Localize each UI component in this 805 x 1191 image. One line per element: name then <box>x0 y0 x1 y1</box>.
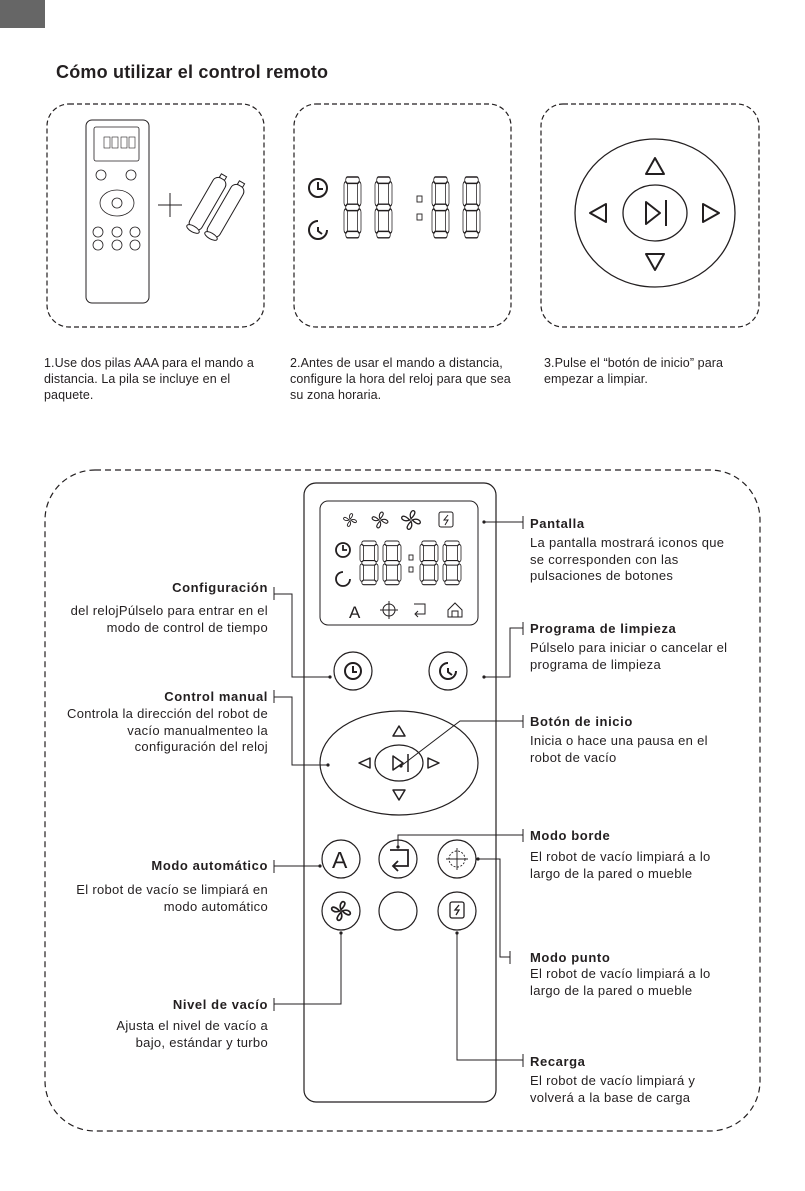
page-title: Cómo utilizar el control remoto <box>56 62 329 82</box>
callout-nivel-vacio-label: Nivel de vacío <box>172 997 268 1012</box>
callout-modo-automatico-label: Modo automático <box>151 858 268 873</box>
step3-caption: 3.Pulse el “botón de inicio” para empezar a limpiar. <box>544 356 724 386</box>
callout-modo-automatico-desc: El robot de vacío se limpiará en modo automático <box>76 882 268 914</box>
callout-nivel-vacio-desc: Ajusta el nivel de vacío a bajo, estándar y turbo <box>116 1018 268 1050</box>
auto-button-letter: A <box>332 847 348 873</box>
callout-recarga-label: Recarga <box>530 1054 586 1069</box>
callout-modo-punto-label: Modo punto <box>530 950 611 965</box>
callout-modo-punto-desc: El robot de vacío limpiará a lo largo de la pared o mueble <box>530 966 711 998</box>
screen-auto-letter: A <box>349 603 361 622</box>
callout-boton-inicio-label: Botón de inicio <box>530 714 633 729</box>
callout-control-manual-label: Control manual <box>164 689 268 704</box>
step1-caption: 1.Use dos pilas AAA para el mando a distancia. La pila se incluye en el paquete. <box>44 356 254 402</box>
step2-caption: 2.Antes de usar el mando a distancia, configure la hora del reloj para que sea su zona horaria. <box>290 356 511 402</box>
step1-panel <box>47 104 264 327</box>
callout-programa-limpieza-label: Programa de limpieza <box>530 621 677 636</box>
callout-pantalla-label: Pantalla <box>530 516 585 531</box>
callout-configuracion-label: Configuración <box>172 580 268 595</box>
callout-pantalla-desc: La pantalla mostrará iconos que se corresponden con las pulsaciones de botones <box>530 535 725 583</box>
step2-panel <box>294 104 511 327</box>
callout-modo-borde-label: Modo borde <box>530 828 611 843</box>
callout-programa-limpieza-desc: Púlselo para iniciar o cancelar el programa de limpieza <box>530 640 728 672</box>
callout-modo-borde-desc: El robot de vacío limpiará a lo largo de la pared o mueble <box>530 849 711 881</box>
callout-boton-inicio-desc: Inicia o hace una pausa en el robot de vacío <box>530 733 708 765</box>
step3-panel <box>541 104 759 327</box>
callout-control-manual-desc: Controla la dirección del robot de vacío manualmenteo la configuración del reloj <box>67 706 268 754</box>
callout-configuracion-desc: del relojPúlselo para entrar en el modo de control de tiempo <box>70 603 268 635</box>
callout-recarga-desc: El robot de vacío limpiará y volverá a la base de carga <box>530 1073 696 1105</box>
